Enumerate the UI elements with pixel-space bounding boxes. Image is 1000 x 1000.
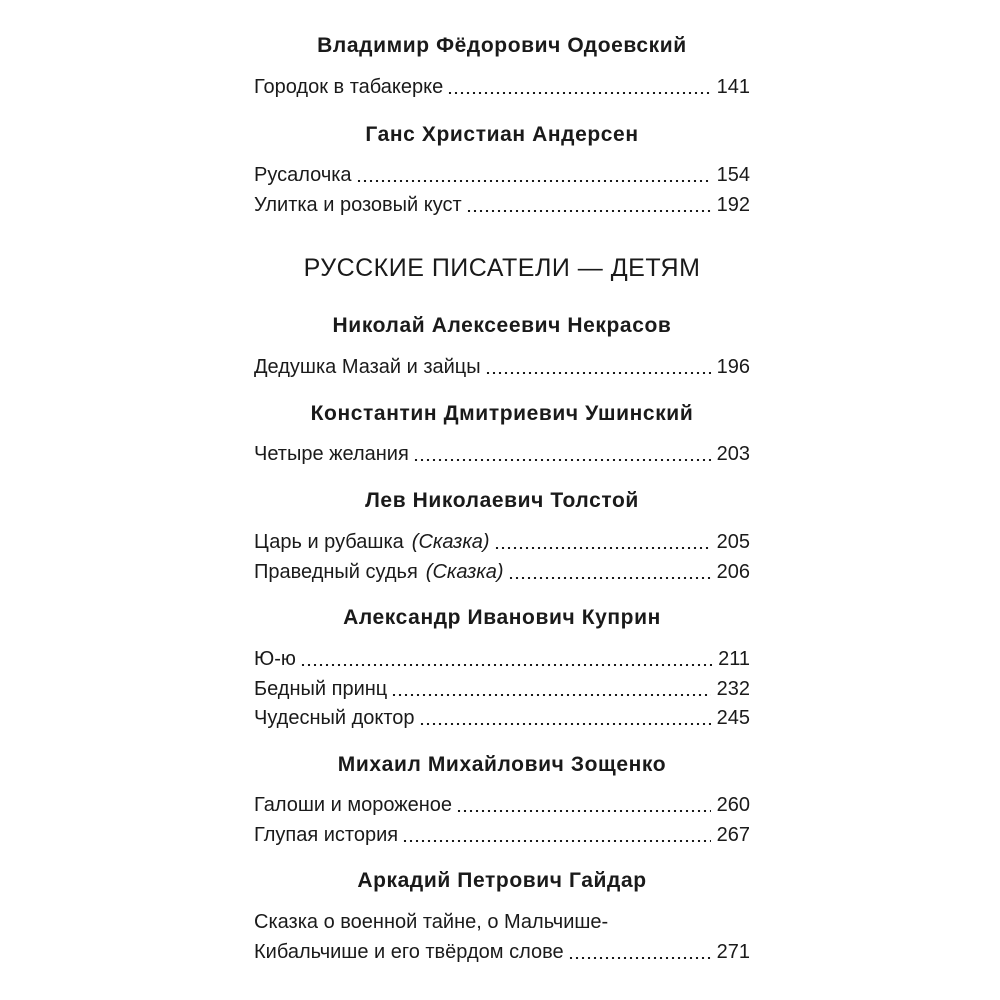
- toc-entry[interactable]: [254, 939, 750, 965]
- entry-page-number: 203: [716, 443, 750, 465]
- dot-leader: [456, 810, 711, 812]
- dot-leader: [508, 577, 711, 579]
- entry-title: Улитка и розовый куст: [254, 194, 462, 216]
- toc-entry[interactable]: [254, 354, 750, 380]
- entry-page-number: 260: [716, 794, 750, 816]
- entry-page-number: 211: [718, 648, 750, 670]
- author-heading: Николай Алексеевич Некрасов: [332, 314, 672, 337]
- author-heading: Константин Дмитриевич Ушинский: [310, 402, 694, 425]
- entry-title-first-line[interactable]: Сказка о военной тайне, о Мальчише-: [254, 911, 609, 933]
- dot-leader: [568, 957, 711, 959]
- entry-title: Четыре желания: [254, 443, 409, 465]
- toc-entry[interactable]: [254, 705, 750, 731]
- entry-title: Галоши и мороженое: [254, 794, 453, 816]
- entry-note: (Сказка): [425, 561, 504, 583]
- entry-title: Ю-ю: [254, 648, 296, 670]
- entry-page-number: 196: [716, 356, 750, 378]
- entry-note: (Сказка): [411, 531, 490, 553]
- entry-title: Чудесный доктор: [254, 707, 415, 729]
- dot-leader: [447, 92, 710, 94]
- author-heading: Александр Иванович Куприн: [343, 606, 661, 629]
- toc-entry[interactable]: [254, 822, 750, 848]
- toc-entry[interactable]: [254, 676, 750, 702]
- toc-entry[interactable]: [254, 792, 750, 818]
- entry-page-number: 205: [716, 531, 750, 553]
- entry-page-number: 141: [716, 76, 750, 98]
- toc-entry[interactable]: [254, 192, 750, 218]
- entry-title: Кибальчише и его твёрдом слове: [254, 941, 564, 963]
- entry-title: Царь и рубашка: [254, 531, 404, 553]
- dot-leader: [466, 210, 711, 212]
- dot-leader: [419, 723, 711, 725]
- dot-leader: [413, 459, 711, 461]
- author-heading: Ганс Христиан Андерсен: [365, 123, 639, 146]
- entry-title: Городок в табакерке: [254, 76, 444, 98]
- entry-page-number: 154: [716, 164, 750, 186]
- toc-entry[interactable]: [254, 162, 750, 188]
- author-heading: Аркадий Петрович Гайдар: [357, 869, 647, 892]
- section-title: РУССКИЕ ПИСАТЕЛИ — ДЕТЯМ: [303, 254, 701, 282]
- toc-entry[interactable]: [254, 559, 750, 585]
- entry-page-number: 206: [716, 561, 750, 583]
- entry-page-number: 192: [716, 194, 750, 216]
- dot-leader: [356, 180, 711, 182]
- entry-page-number: 232: [716, 678, 750, 700]
- dot-leader: [402, 840, 711, 842]
- entry-title: Дедушка Мазай и зайцы: [254, 356, 481, 378]
- toc-entry[interactable]: [254, 74, 750, 100]
- toc-entry[interactable]: [254, 441, 750, 467]
- dot-leader: [300, 664, 712, 666]
- toc-entry[interactable]: [254, 646, 750, 672]
- entry-page-number: 245: [716, 707, 750, 729]
- dot-leader: [494, 547, 711, 549]
- entry-page-number: 267: [716, 824, 750, 846]
- author-heading: Лев Николаевич Толстой: [365, 489, 639, 512]
- entry-page-number: 271: [716, 941, 750, 963]
- entry-title: Бедный принц: [254, 678, 388, 700]
- entry-title: Праведный судья: [254, 561, 418, 583]
- dot-leader: [485, 372, 711, 374]
- author-heading: Владимир Фёдорович Одоевский: [317, 34, 687, 57]
- toc-entry[interactable]: [254, 529, 750, 555]
- dot-leader: [391, 694, 710, 696]
- entry-title: Русалочка: [254, 164, 352, 186]
- entry-title: Глупая история: [254, 824, 399, 846]
- author-heading: Михаил Михайлович Зощенко: [337, 753, 667, 776]
